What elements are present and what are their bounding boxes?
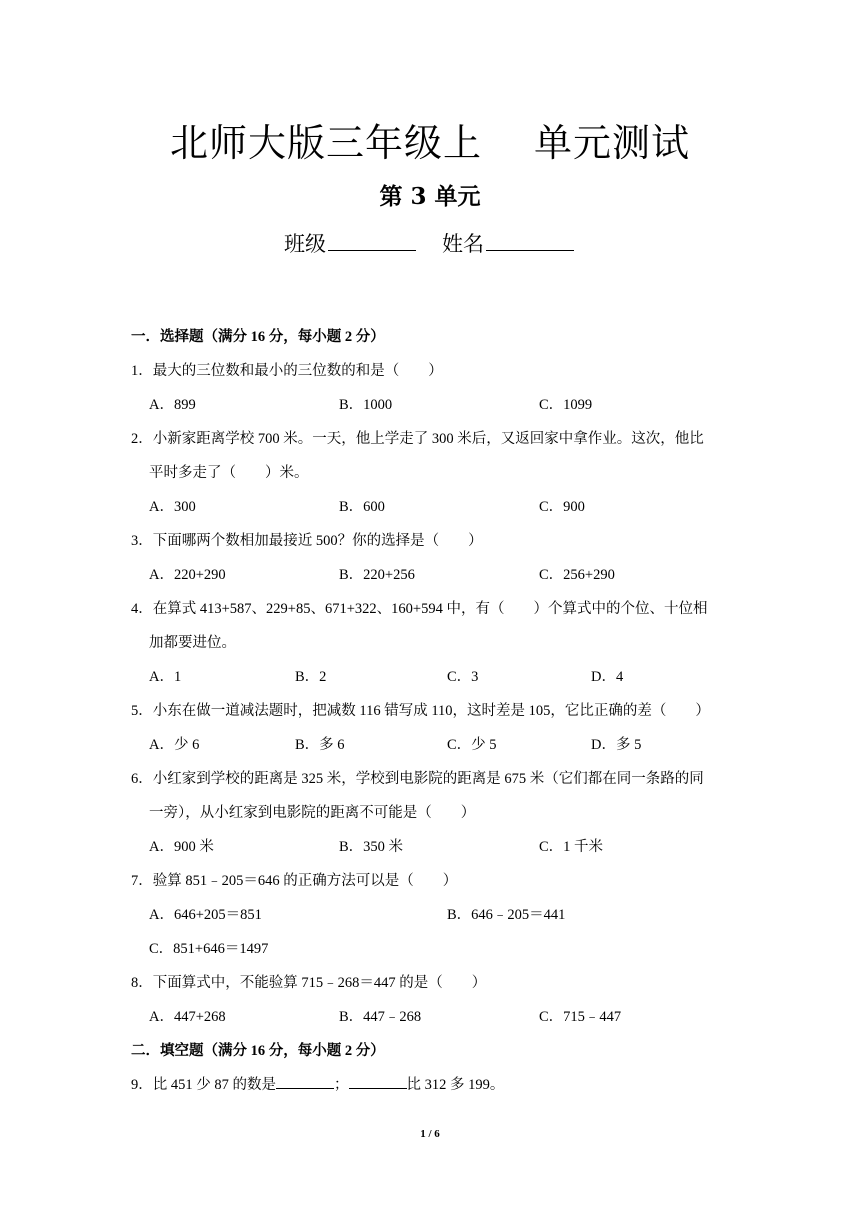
option-c: C．1099 <box>539 397 593 413</box>
question-9 <box>131 1068 736 1102</box>
question-7-options <box>131 898 736 932</box>
question-6-options <box>131 830 736 864</box>
question-8-options <box>131 1000 736 1034</box>
option-b: B．1000 <box>339 397 393 413</box>
option-c: C．少 5 <box>447 737 497 753</box>
option-b: B．多 6 <box>295 737 345 753</box>
option-b: B．350 米 <box>339 839 404 855</box>
option-c: C．900 <box>539 499 585 515</box>
question-9-middle: ； <box>334 1077 349 1093</box>
question-7-options-row-2 <box>131 932 736 966</box>
option-d: D．4 <box>591 669 624 685</box>
option-a: A．少 6 <box>149 737 200 753</box>
question-2-line-2: 平时多走了（ ）米。 <box>149 465 309 481</box>
name-label: 姓名 <box>442 232 484 256</box>
question-1-options <box>131 388 736 422</box>
option-b: B．447﹣268 <box>339 1009 422 1025</box>
title-right: 单元测试 <box>534 121 691 165</box>
question-5: 5．小东在做一道减法题时，把减数 116 错写成 110，这时差是 105，它比正确的差（ ） <box>131 703 710 719</box>
option-c: C．1 千米 <box>539 839 604 855</box>
option-c: C．256+290 <box>539 567 615 583</box>
option-a: A．220+290 <box>149 567 226 583</box>
question-5-options <box>131 728 736 762</box>
question-4: 4．在算式 413+587、229+85、671+322、160+594 中，有（ ）个算式中的个位、十位相 <box>131 601 708 617</box>
question-9-suffix: 比 312 多 199。 <box>406 1077 505 1093</box>
question-8: 8．下面算式中，不能验算 715﹣268＝447 的是（ ） <box>131 975 487 991</box>
name-blank[interactable] <box>486 230 574 251</box>
question-6: 6．小红家到学校的距离是 325 米，学校到电影院的距离是 675 米（它们都在同一条路的同 <box>131 771 704 787</box>
question-2-options <box>131 490 736 524</box>
question-6-line-2: 一旁），从小红家到电影院的距离不可能是（ ） <box>149 805 476 821</box>
option-a: A．447+268 <box>149 1009 226 1025</box>
question-9-prefix: 9．比 451 少 87 的数是 <box>131 1077 276 1093</box>
title-left: 北师大版三年级上 <box>169 121 482 165</box>
section-heading-fill: 二．填空题（满分 16 分，每小题 2 分） <box>131 1043 385 1059</box>
option-a: A．646+205＝851 <box>149 907 262 923</box>
page-title <box>0 112 860 167</box>
question-4-line-2: 加都要进位。 <box>149 635 236 651</box>
option-b: B．600 <box>339 499 385 515</box>
exam-content <box>131 320 736 1102</box>
answer-blank-2[interactable] <box>349 1074 407 1089</box>
class-label: 班级 <box>284 232 326 256</box>
question-3-options <box>131 558 736 592</box>
option-a: A．1 <box>149 669 182 685</box>
question-4-options <box>131 660 736 694</box>
page-number: 1 / 6 <box>420 1128 440 1140</box>
student-info-line <box>0 228 860 258</box>
option-c: C．851+646＝1497 <box>149 941 269 957</box>
option-c: C．715﹣447 <box>539 1009 622 1025</box>
question-2: 2．小新家距离学校 700 米。一天，他上学走了 300 米后，又返回家中拿作业。这次，他比 <box>131 431 704 447</box>
option-d: D．多 5 <box>591 737 642 753</box>
option-a: A．300 <box>149 499 196 515</box>
option-a: A．900 米 <box>149 839 214 855</box>
option-b: B．220+256 <box>339 567 415 583</box>
question-3: 3．下面哪两个数相加最接近 500？你的选择是（ ） <box>131 533 483 549</box>
option-b: B．646﹣205＝441 <box>447 907 566 923</box>
question-7: 7．验算 851﹣205＝646 的正确方法可以是（ ） <box>131 873 458 889</box>
option-b: B．2 <box>295 669 327 685</box>
section-heading-choice: 一．选择题（满分 16 分，每小题 2 分） <box>131 329 385 345</box>
class-blank[interactable] <box>328 230 416 251</box>
option-c: C．3 <box>447 669 479 685</box>
question-1: 1．最大的三位数和最小的三位数的和是（ ） <box>131 363 443 379</box>
unit-subtitle: 第 3 单元 <box>379 183 481 210</box>
option-a: A．899 <box>149 397 196 413</box>
answer-blank-1[interactable] <box>276 1074 334 1089</box>
